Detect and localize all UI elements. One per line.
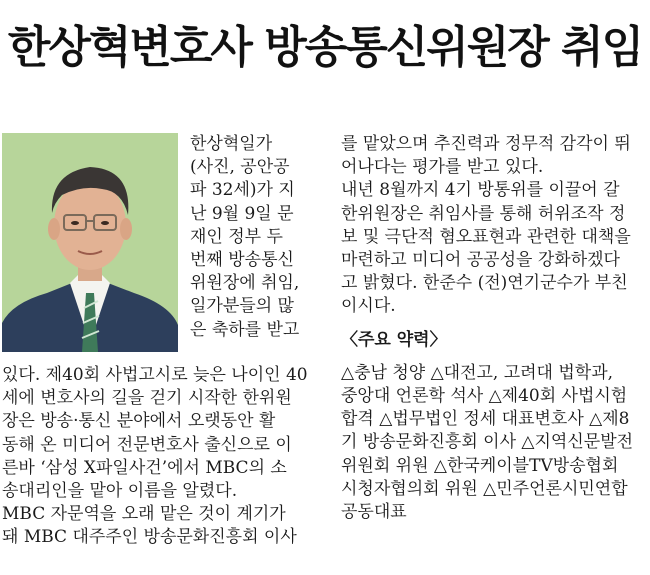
article-line: 어나다는 평가를 받고 있다.	[341, 157, 544, 178]
article-left-column	[2, 364, 317, 550]
article-line: 른바 ‘삼성 X파일사건’에서 MBC의 소	[2, 457, 287, 478]
portrait-illustration	[2, 133, 178, 352]
article-line: 세에 변호사의 길을 걷기 시작한 한위원	[2, 388, 292, 409]
career-heading: 〈주요 약력〉	[341, 329, 447, 350]
career-line: 합격 △법무법인 정세 대표변호사 △제8	[341, 409, 630, 430]
career-line: 기 방송문화진흥회 이사 △지역신문발전	[341, 432, 634, 453]
article-line: (사진, 공안공	[190, 157, 290, 178]
portrait-photo	[2, 133, 178, 352]
article-line: 있다. 제40회 사법고시로 늦은 나이인 40	[2, 365, 308, 385]
article-line: 파 32세)가 지	[190, 180, 295, 201]
career-line: 위원회 위원 △한국케이블TV방송협회	[341, 455, 619, 476]
article-line: 한상혁일가	[190, 134, 273, 154]
article-line: 동해 온 미디어 전문변호사 출신으로 이	[2, 434, 292, 455]
article-line: 돼 MBC 대주주인 방송문화진흥회 이사	[2, 527, 297, 548]
article-line: 이시다.	[341, 296, 396, 317]
article-line: 위원장에 취임,	[190, 273, 300, 294]
article-line: 번째 방송통신	[190, 250, 294, 271]
article-line: 한위원장은 취임사를 통해 허위조작 정	[341, 203, 626, 224]
article-line: 장은 방송·통신 분야에서 오랫동안 활	[2, 411, 276, 432]
career-line: 중앙대 언론학 석사 △제40회 사법시험	[341, 386, 628, 407]
article-line: 송대리인을 맡아 이름을 알렸다.	[2, 481, 238, 502]
article-right-column	[341, 133, 648, 524]
article-line: 난 9월 9일 문	[190, 203, 294, 224]
article-line: 재인 정부 두	[190, 226, 283, 247]
article-line: 를 맡았으며 추진력과 정무적 감각이 뛰	[341, 134, 631, 154]
article-line: 보 및 극단적 혐오표현과 관련한 대책을	[341, 226, 631, 247]
article-intro-column	[190, 133, 314, 342]
headline: 한상혁변호사 방송통신위원장 취임	[7, 22, 643, 73]
career-line: 공동대표	[341, 502, 407, 523]
article-line: 은 축하를 받고	[190, 319, 300, 340]
career-line: △충남 청양 △대전고, 고려대 법학과,	[341, 362, 614, 383]
career-line: 시청자협의회 위원 △민주언론시민연합	[341, 478, 628, 499]
article-line: 마련하고 미디어 공공성을 강화하겠다	[341, 250, 620, 271]
article-line: MBC 자문역을 오래 맡은 것이 계기가	[2, 504, 286, 525]
article-line: 고 밝혔다. 한준수 (전)연기군수가 부친	[341, 273, 628, 294]
article-line: 일가분들의 많	[190, 296, 294, 317]
article-line: 내년 8월까지 4기 방통위를 이끌어 갈	[341, 180, 620, 201]
